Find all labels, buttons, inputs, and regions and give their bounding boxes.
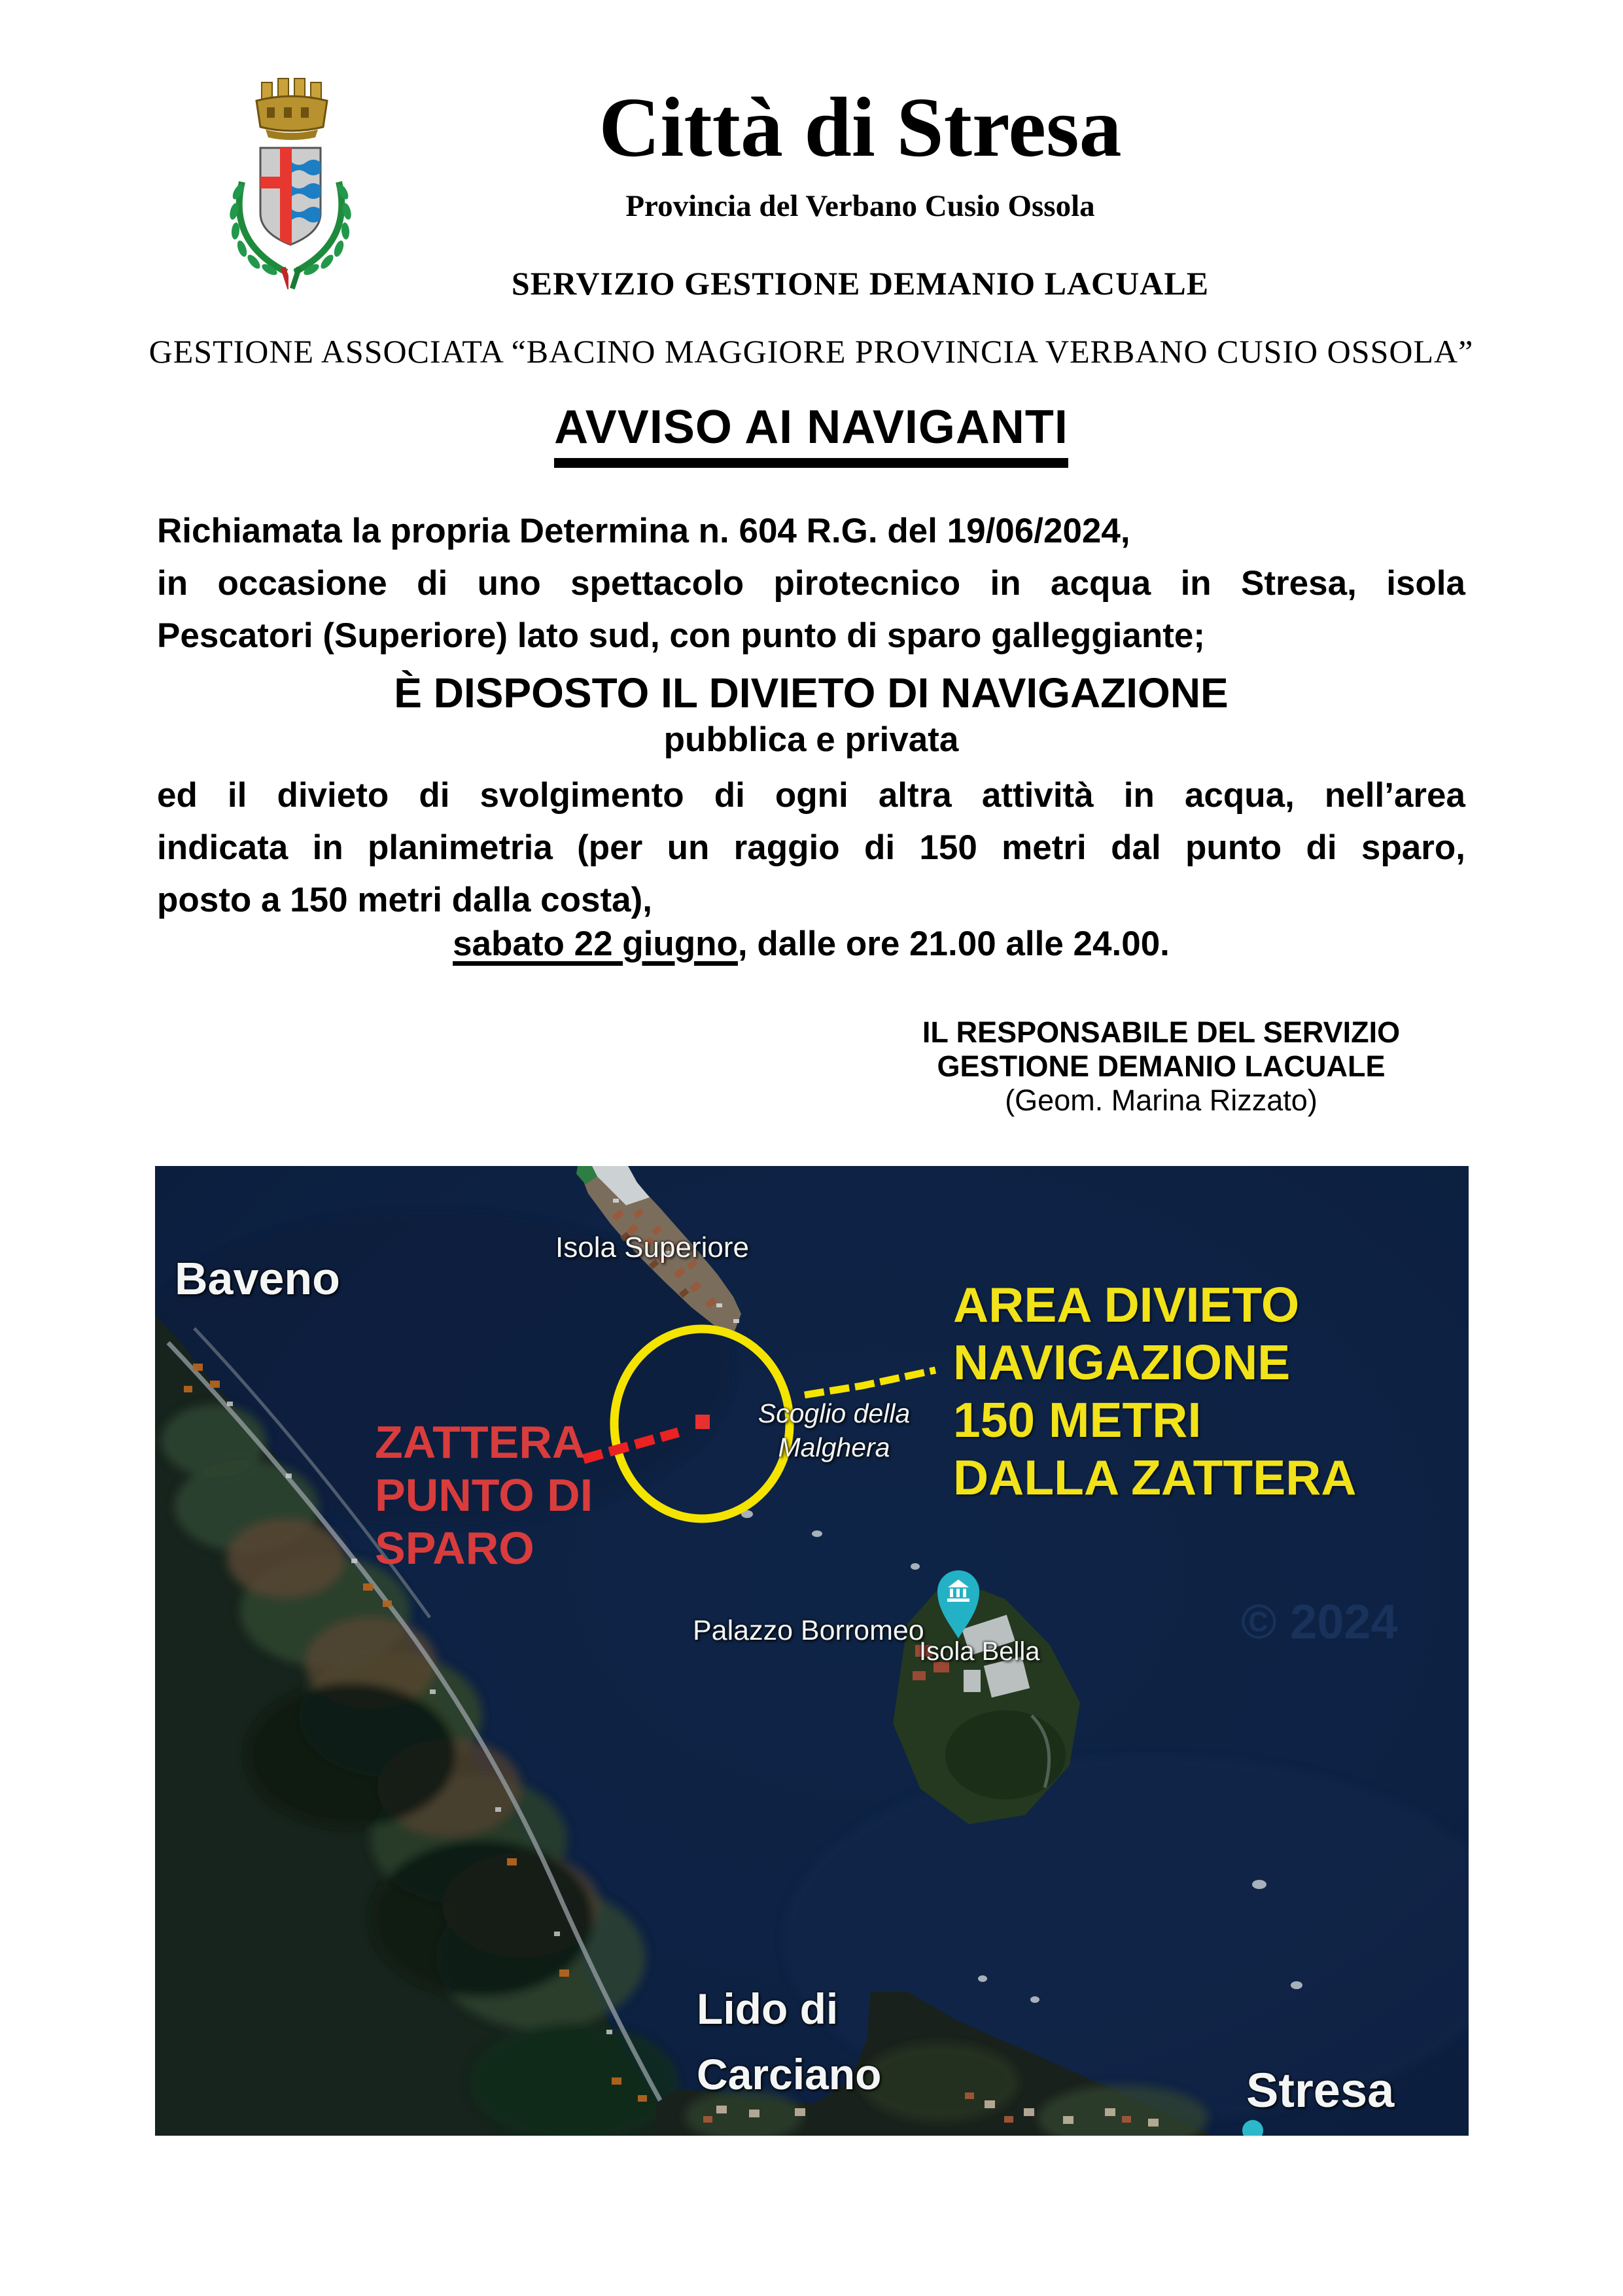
map-label-stresa: Stresa xyxy=(1246,2063,1395,2117)
notice-heading-wrap xyxy=(157,400,1465,468)
scoglio-line: Scoglio della xyxy=(758,1398,911,1428)
lido-line: Lido di xyxy=(697,1985,839,2033)
signature-role-2: GESTIONE DEMANIO LACUALE xyxy=(937,1050,1386,1083)
map-label-scoglio xyxy=(742,1396,926,1464)
map-label-palazzo-borromeo: Palazzo Borromeo xyxy=(693,1615,924,1646)
stresa-coat-of-arms-icon xyxy=(211,71,368,296)
area-divieto-line: NAVIGAZIONE xyxy=(953,1335,1291,1390)
prohibition-heading: È DISPOSTO IL DIVIETO DI NAVIGAZIONE xyxy=(394,669,1229,716)
signature-block xyxy=(811,1016,1511,1118)
date-line xyxy=(157,924,1465,964)
map-label-isola-superiore: Isola Superiore xyxy=(555,1231,749,1263)
text-line: Pescatori (Superiore) lato sud, con punto di sparo galleggiante; xyxy=(157,616,1205,655)
map-label-lido-di-carciano xyxy=(697,1976,881,2107)
zattera-line: SPARO xyxy=(375,1523,534,1574)
service-line: SERVIZIO GESTIONE DEMANIO LACUALE xyxy=(511,265,1210,302)
paragraph-premise xyxy=(157,505,1465,662)
text-line: ed il divieto di svolgimento di ogni altra attività in acqua, nell’area xyxy=(157,776,1465,815)
signature-role-1: IL RESPONSABILE DEL SERVIZIO xyxy=(922,1016,1401,1049)
page-title: Città di Stresa xyxy=(599,80,1122,175)
map-label-area-divieto xyxy=(953,1276,1357,1506)
ribbon-icon xyxy=(281,267,302,291)
area-divieto-line: AREA DIVIETO xyxy=(953,1277,1300,1332)
zattera-line: PUNTO DI xyxy=(375,1470,593,1521)
raft-marker xyxy=(695,1415,710,1429)
map-watermark: © 2024 xyxy=(1241,1595,1398,1649)
lido-line: Carciano xyxy=(697,2050,882,2098)
area-divieto-line: 150 METRI xyxy=(953,1392,1202,1447)
map-label-zattera xyxy=(375,1416,593,1575)
area-divieto-line: DALLA ZATTERA xyxy=(953,1450,1357,1505)
planimetry-map xyxy=(155,1166,1469,2136)
text-line: Richiamata la propria Determina n. 604 R.G. del 19/06/2024, xyxy=(157,512,1130,550)
date-rest: , dalle ore 21.00 alle 24.00. xyxy=(737,925,1170,963)
text-line: in occasione di uno spettacolo pirotecnico in acqua in Stresa, isola xyxy=(157,564,1465,603)
notice-heading: AVVISO AI NAVIGANTI xyxy=(554,400,1068,468)
text-line: posto a 150 metri dalla costa), xyxy=(157,881,652,919)
association-line: GESTIONE ASSOCIATA “BACINO MAGGIORE PROVINCIA VERBANO CUSIO OSSOLA” xyxy=(148,333,1474,370)
map-label-baveno: Baveno xyxy=(175,1253,340,1304)
date-underlined: sabato 22 giugno xyxy=(453,925,738,963)
paragraph-details xyxy=(157,769,1465,927)
crown-icon xyxy=(256,79,327,140)
shield-icon xyxy=(260,148,321,246)
prohibition-scope: pubblica e privata xyxy=(663,720,959,759)
page-subtitle: Provincia del Verbano Cusio Ossola xyxy=(625,189,1095,223)
signature-name: (Geom. Marina Rizzato) xyxy=(1005,1084,1318,1117)
text-line: indicata in planimetria (per un raggio di 150 metri dal punto di sparo, xyxy=(157,828,1465,867)
scoglio-line: Malghera xyxy=(778,1432,890,1462)
zattera-line: ZATTERA xyxy=(375,1417,585,1468)
map-label-isola-bella: Isola Bella xyxy=(919,1637,1040,1666)
document-header xyxy=(366,80,1354,302)
